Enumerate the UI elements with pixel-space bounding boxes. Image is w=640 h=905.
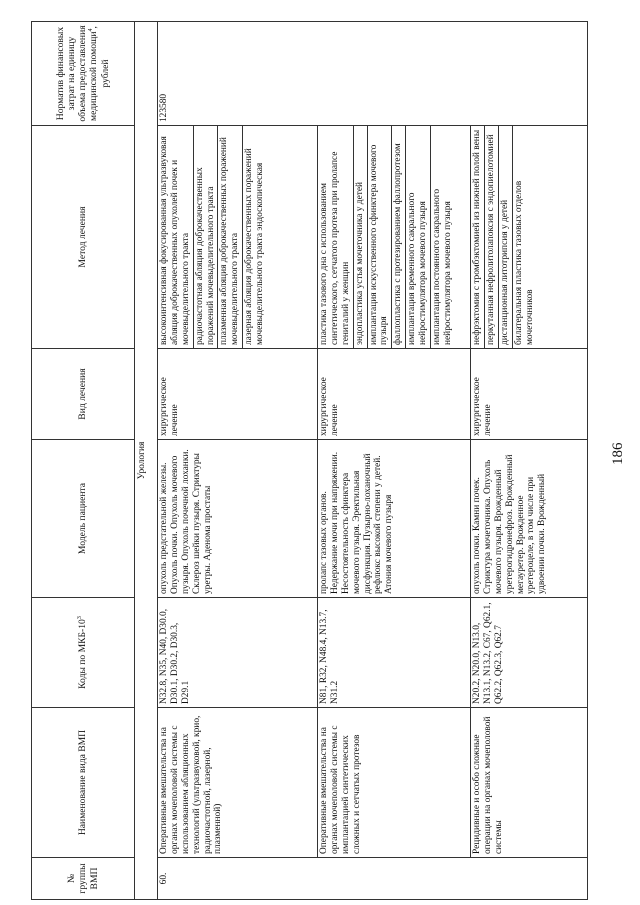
method-item: фаллопластика с протезированием фаллопротезом <box>392 126 406 348</box>
method-item: дистанционная литотрипсия у детей <box>499 126 513 348</box>
treatment-methods <box>158 126 318 349</box>
table-row <box>158 22 318 900</box>
header-row <box>32 22 135 900</box>
method-item: лазерная абляция доброкачественных поражений мочевыделительного тракта эндоскопическая <box>244 148 265 345</box>
method-item: плазменная абляция доброкачественных поражений мочевыделительного тракта <box>218 126 243 348</box>
treatment-type: хирургическое лечение <box>471 349 588 440</box>
vmp-name: Рецидивные и особо сложные операции на органах мочеполовой системы <box>471 708 588 858</box>
method-item: имплантация постоянного сакрального нейростимулятора мочевого пузыря <box>431 188 453 345</box>
treatment-type: хирургическое лечение <box>158 349 318 440</box>
treatment-methods <box>318 126 471 349</box>
category-row <box>135 22 158 900</box>
method-item: билатеральная пластика тазовых отделов мочеточников <box>513 180 535 345</box>
category-urology: Урология <box>135 22 158 900</box>
icd-codes: N81, R32, N48.4, N13.7, N31.2 <box>318 598 471 708</box>
icd-codes: N32.8, N35, N40, D30.0, D30.1, D30.2, D30.3, D29.1 <box>158 598 318 708</box>
treatment-methods <box>471 126 588 349</box>
treatment-type: хирургическое лечение <box>318 349 471 440</box>
table-row <box>471 22 588 900</box>
group-number: 60. <box>158 858 588 900</box>
patient-model: опухоль предстательной железы. Опухоль почки. Опухоль мочевого пузыря. Опухоль почечной лоханки. Склероз шейки пузыря. Стриктуры уретры. Аденома простаты <box>158 440 318 598</box>
method-item: пластика тазового дна с использованием синтетического, сетчатого протеза при пролапсе гениталий у женщин <box>318 126 353 348</box>
header-method: Метод лечения <box>32 126 135 349</box>
method-item: нефрэктомия с тромбэктомией из нижней полой вены <box>471 126 485 348</box>
header-num: № группы ВМП <box>32 858 135 900</box>
vmp-table <box>31 21 588 900</box>
table-row <box>318 22 471 900</box>
header-type: Вид лечения <box>32 349 135 440</box>
method-item: имплантация искусственного сфинктера мочевого пузыря <box>368 126 393 348</box>
header-codes: Коды по МКБ-$10^3$ <box>32 598 135 708</box>
method-item: эндопластика устья мочеточника у детей <box>354 126 368 348</box>
method-item: перкутанная нефролитолапоксия с эндопиелотомией <box>485 126 499 348</box>
method-item: высокоинтенсивная фокусированная ультразвуковая абляция доброкачественных опухолей почек и мочевыделительного тракта <box>158 126 193 348</box>
vmp-name: Оперативные вмешательства на органах мочеполовой системы с имплантацией синтетических сложных и сетчатых протезов <box>318 708 471 858</box>
vmp-name: Оперативные вмешательства на органах мочеполовой системы с использованием абляционных технологий (ультразвуковой, крио, радиочастотной, лазерной, плазменной) <box>158 708 318 858</box>
method-item: радиочастотная абляция доброкачественных поражений мочевыделительного тракта <box>194 126 219 348</box>
header-model: Модель пациента <box>32 440 135 598</box>
header-name: Наименование вида ВМП <box>32 708 135 858</box>
method-item: имплантация временного сакрального нейростимулятора мочевого пузыря <box>406 126 431 348</box>
patient-model: пролапс тазовых органов. Недержание мочи при напряжении. Несостоятельность сфинктера мочевого пузыря. Эректильная дисфункция. Пузырно-лоханочный рефлюкс высокой степени у детей. Атония мочевого пузыря <box>318 440 471 598</box>
page-number: 186 <box>610 442 626 465</box>
header-norm: Норматив финансовых затрат на единицу объема предоставления медицинской помощи$^4$, рублей <box>32 22 135 126</box>
icd-codes: N20.2, N20.0, N13.0, N13.1, N13.2, C67, Q62.1, Q62.2, Q62.3, Q62.7 <box>471 598 588 708</box>
patient-model: опухоль почки. Камни почек. Стриктура мочеточника. Опухоль мочевого пузыря. Врожденный уретерогидронефроз. Врожденный мегауретер. Врожденное уретероцеле, в том числе при удвоении почки. Врожденный <box>471 440 588 598</box>
norm-value: 123580 <box>158 22 588 126</box>
